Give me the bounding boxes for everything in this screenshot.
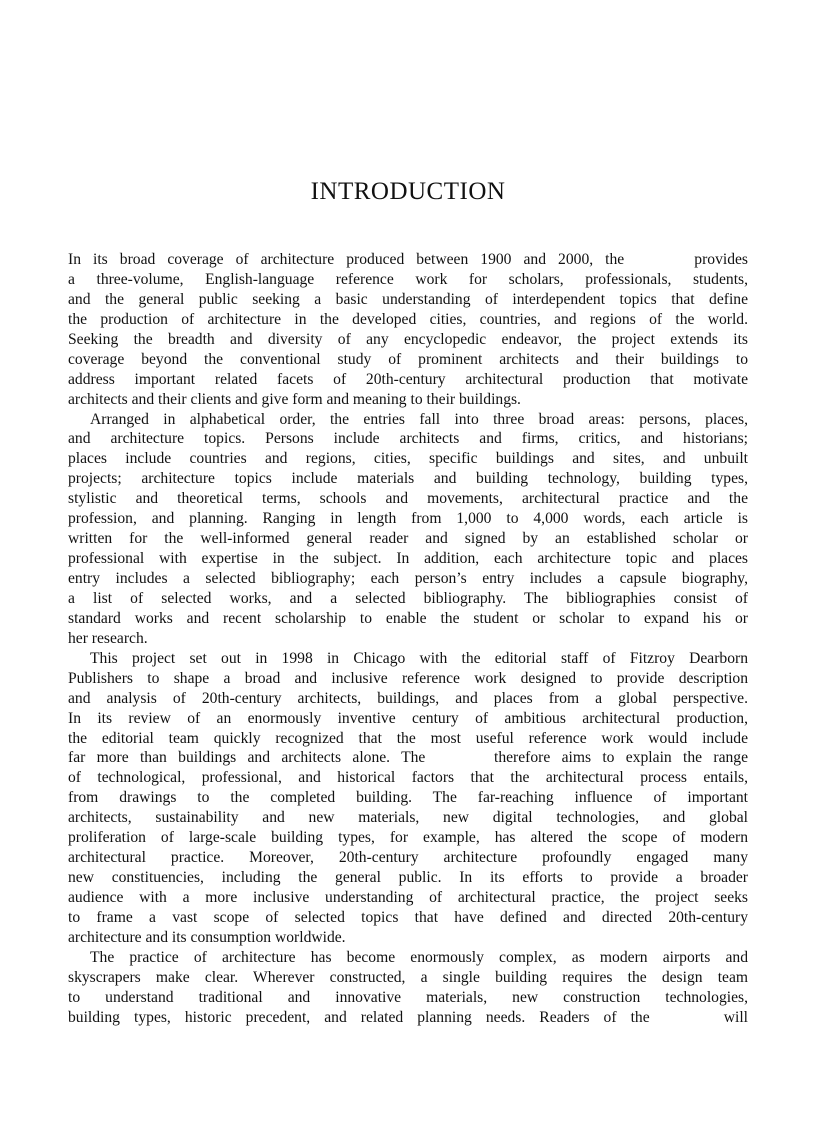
- text-line: [68, 569, 748, 589]
- text-line: [68, 390, 748, 410]
- text-line-content: and architecture topics. Persons include architects and firms, critics, and historians;: [68, 430, 748, 448]
- text-line-content: proliferation of large-scale building types, for example, has altered the scope of modern: [68, 829, 748, 847]
- text-line-content: Seeking the breadth and diversity of any encyclopedic endeavor, the project extends its: [68, 330, 748, 348]
- text-line-content: coverage beyond the conventional study of prominent architects and their buildings to: [68, 350, 748, 368]
- text-line: [68, 310, 748, 330]
- text-line-content: stylistic and theoretical terms, schools and movements, architectural practice and the: [68, 490, 748, 508]
- text-line: [68, 370, 748, 390]
- text-line-content: In its broad coverage of architecture produced between 1900 and 2000, the: [68, 251, 625, 268]
- text-line: [68, 489, 748, 509]
- text-line: [68, 868, 748, 888]
- text-line: [68, 709, 748, 729]
- text-line: [68, 729, 748, 749]
- text-line-content: far more than buildings and architects alone. The: [68, 749, 426, 767]
- text-line-content: standard works and recent scholarship to enable the student or scholar to expand his or: [68, 609, 748, 627]
- text-line: [68, 1008, 748, 1028]
- text-line-content: projects; architecture topics include materials and building technology, building types,: [68, 470, 748, 488]
- text-line: [68, 609, 748, 629]
- text-line-content: Arranged in alphabetical order, the entries fall into three broad areas: persons, places,: [90, 410, 748, 428]
- text-line-content: of technological, professional, and historical factors that the architectural process entails,: [68, 769, 748, 787]
- text-line-content: and the general public seeking a basic understanding of interdependent topics that define: [68, 290, 748, 308]
- text-line-content: architectural practice. Moreover, 20th-century architecture profoundly engaged many: [68, 849, 748, 867]
- text-line: [68, 649, 748, 669]
- text-line: [68, 509, 748, 529]
- text-line: [68, 768, 748, 788]
- text-line: [68, 948, 748, 968]
- text-line-tail: provides: [694, 251, 748, 268]
- text-line: [68, 788, 748, 808]
- text-line: [68, 848, 748, 868]
- text-line: [68, 589, 748, 609]
- text-line-content: In its review of an enormously inventive century of ambitious architectural production,: [68, 709, 748, 727]
- text-line: [68, 928, 748, 948]
- text-line: [68, 429, 748, 449]
- text-line-content: the editorial team quickly recognized that the most useful reference work would include: [68, 729, 748, 747]
- text-line-content: skyscrapers make clear. Wherever constructed, a single building requires the design team: [68, 968, 748, 986]
- text-line: [68, 549, 748, 569]
- text-line-content: a three-volume, English-language reference work for scholars, professionals, students,: [68, 270, 748, 288]
- text-line: [68, 689, 748, 709]
- text-line-content: written for the well-informed general reader and signed by an established scholar or: [68, 530, 748, 548]
- text-line-content: Publishers to shape a broad and inclusive reference work designed to provide description: [68, 669, 748, 687]
- text-line-content: audience with a more inclusive understanding of architectural practice, the project seeks: [68, 889, 748, 906]
- text-line-content: architects, sustainability and new materials, new digital technologies, and global: [68, 809, 748, 827]
- text-line-content: The practice of architecture has become enormously complex, as modern airports and: [90, 948, 748, 966]
- text-line-content: architecture and its consumption worldwide.: [68, 928, 346, 946]
- text-line-content: entry includes a selected bibliography; each person’s entry includes a capsule biography,: [68, 570, 748, 587]
- text-line-content: and analysis of 20th-century architects, buildings, and places from a global perspective.: [68, 689, 748, 707]
- text-line: [68, 808, 748, 828]
- text-line-content: places include countries and regions, cities, specific buildings and sites, and unbuilt: [68, 450, 748, 468]
- text-line: [68, 410, 748, 430]
- text-line: [68, 529, 748, 549]
- text-line: [68, 968, 748, 988]
- text-line: [68, 469, 748, 489]
- text-line-content: address important related facets of 20th-century architectural production that motivate: [68, 370, 748, 388]
- text-line: [68, 748, 748, 768]
- text-line: [68, 669, 748, 689]
- text-line-content: building types, historic precedent, and related planning needs. Readers of the: [68, 1008, 650, 1026]
- text-line-content: to frame a vast scope of selected topics that have defined and directed 20th-century: [68, 908, 748, 926]
- text-line-content: new constituencies, including the general public. In its efforts to provide a broader: [68, 869, 748, 887]
- text-line: [68, 290, 748, 310]
- text-line-content: from drawings to the completed building. The far-reaching influence of important: [68, 789, 748, 807]
- text-line-content: to understand traditional and innovative materials, new construction technologies,: [68, 988, 748, 1006]
- text-line: [68, 988, 748, 1008]
- text-line: [68, 270, 748, 290]
- text-line: [68, 250, 748, 270]
- text-line-content: professional with expertise in the subject. In addition, each architecture topic and places: [68, 550, 748, 568]
- text-line: [68, 629, 748, 649]
- text-line: [68, 330, 748, 350]
- text-line: [68, 828, 748, 848]
- text-line: [68, 888, 748, 908]
- text-line-content: a list of selected works, and a selected bibliography. The bibliographies consist of: [68, 589, 748, 607]
- text-line: [68, 449, 748, 469]
- text-line: [68, 908, 748, 928]
- text-line-content: her research.: [68, 629, 148, 647]
- introduction-body: [68, 250, 748, 1028]
- text-line-tail: will: [723, 1008, 748, 1026]
- text-line-tail: therefore aims to explain the range: [494, 749, 748, 767]
- text-line: [68, 350, 748, 370]
- text-line-content: profession, and planning. Ranging in length from 1,000 to 4,000 words, each article is: [68, 510, 748, 528]
- text-line-content: architects and their clients and give form and meaning to their buildings.: [68, 390, 521, 408]
- page-title: INTRODUCTION: [310, 178, 506, 205]
- text-line-content: the production of architecture in the developed cities, countries, and regions of the world.: [68, 310, 748, 328]
- text-line-content: This project set out in 1998 in Chicago with the editorial staff of Fitzroy Dearborn: [90, 649, 748, 667]
